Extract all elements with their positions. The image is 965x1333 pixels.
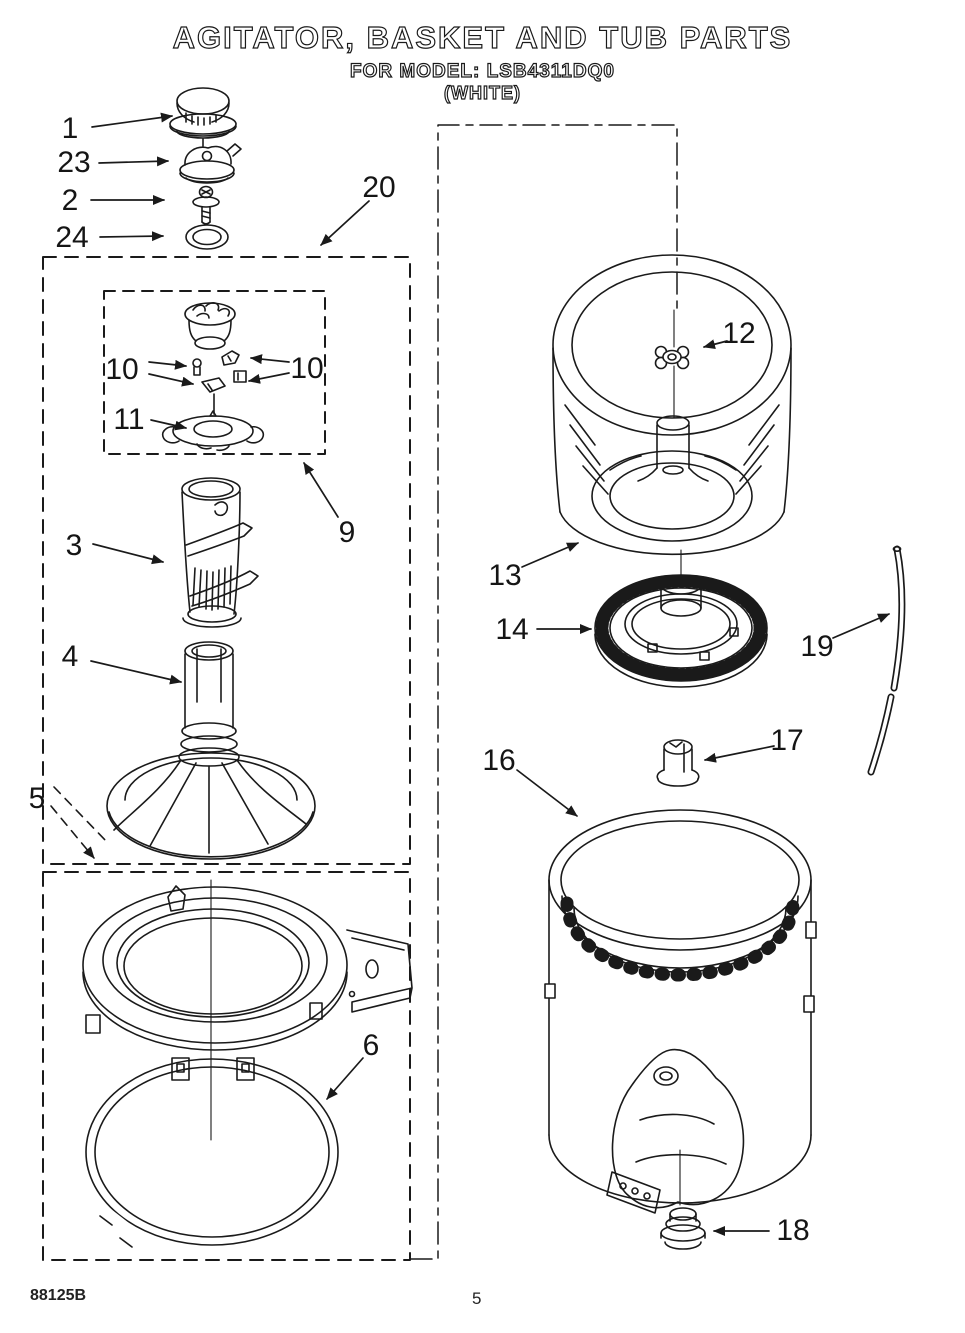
part-grommet <box>661 1208 705 1249</box>
leader-5 <box>51 787 107 858</box>
callout-6: 6 <box>362 1029 380 1062</box>
callout-13: 13 <box>488 559 522 592</box>
callout-10-left: 10 <box>105 353 139 386</box>
part-wing-nut <box>656 347 689 369</box>
callout-20: 20 <box>362 171 396 204</box>
callout-16: 16 <box>482 744 516 777</box>
part-dispenser <box>180 144 241 183</box>
callout-9: 9 <box>338 516 356 549</box>
callout-2: 2 <box>61 184 79 217</box>
callout-19: 19 <box>800 630 834 663</box>
callout-5: 5 <box>28 782 46 815</box>
part-drive-gear <box>595 550 767 687</box>
page-number: 5 <box>472 1289 482 1308</box>
callout-3: 3 <box>65 529 83 562</box>
dashed-box-20 <box>43 257 410 864</box>
callout-10-right: 10 <box>290 352 324 385</box>
part-tube <box>871 547 902 772</box>
callout-12: 12 <box>722 317 756 350</box>
callout-1: 1 <box>61 112 79 145</box>
part-tub <box>545 810 816 1213</box>
callout-23: 23 <box>57 146 91 179</box>
part-tub-ring <box>83 880 412 1140</box>
phantom-centerline <box>410 125 677 1259</box>
callout-4: 4 <box>61 640 79 673</box>
model-line: FOR MODEL: LSB4311DQ0 <box>350 60 615 82</box>
part-basket <box>553 255 791 554</box>
part-cam-ring <box>163 411 264 450</box>
part-tub-gasket <box>86 1059 338 1250</box>
color-line: (WHITE) <box>444 83 521 104</box>
callout-18: 18 <box>776 1214 810 1247</box>
part-agitator-base <box>107 642 315 859</box>
part-seal-washer <box>186 225 228 249</box>
callout-14: 14 <box>495 613 529 646</box>
callout-17: 17 <box>770 724 804 757</box>
part-agitator-coupler <box>185 303 235 349</box>
part-auger <box>182 478 258 627</box>
part-agitator-cap <box>170 88 236 146</box>
part-stud <box>193 187 219 225</box>
part-plug <box>657 740 699 786</box>
callout-24: 24 <box>55 221 89 254</box>
doc-number: 88125B <box>30 1287 87 1304</box>
page-title: AGITATOR, BASKET AND TUB PARTS <box>172 20 793 55</box>
part-agitator-dogs <box>193 351 246 414</box>
callout-11: 11 <box>113 403 145 436</box>
